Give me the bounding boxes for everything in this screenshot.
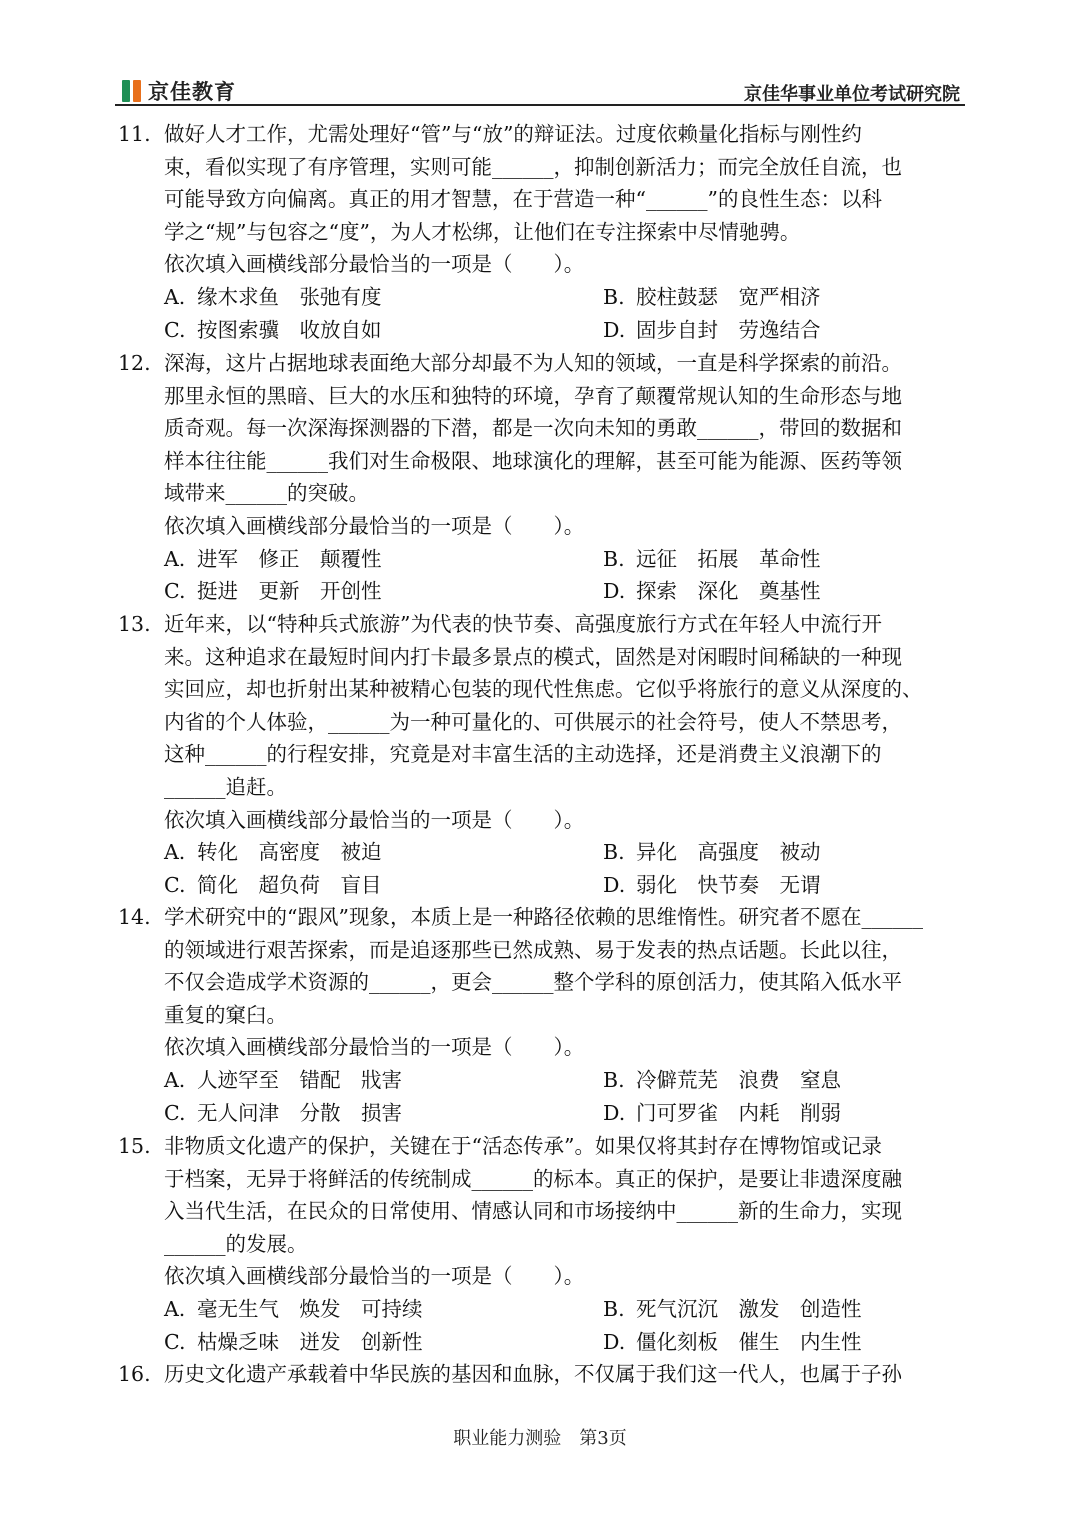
- question-text: 可能导致方向偏离。真正的用才智慧，在于营造一种“______”的良性生态：以科: [164, 187, 882, 212]
- option-text: 人迹罕至 错配 戕害: [197, 1068, 402, 1092]
- option-letter: B.: [603, 840, 625, 865]
- question-text: 不仅会造成学术资源的______，更会______整个学科的原创活力，使其陷入低水平: [164, 970, 902, 995]
- question-14: [118, 901, 968, 1125]
- option-a: [164, 1293, 423, 1326]
- option-d: [603, 1097, 841, 1130]
- question-text: 深海，这片占据地球表面绝大部分却最不为人知的领域，一直是科学探索的前沿。: [164, 351, 902, 375]
- question-text: 做好人才工作，尤需处理好“管”与“放”的辩证法。过度依赖量化指标与刚性约: [164, 122, 862, 146]
- option-letter: C.: [164, 579, 186, 604]
- question-text-line: [118, 934, 968, 967]
- question-prompt: 依次填入画横线部分最恰当的一项是（ ）。: [164, 807, 585, 832]
- option-text: 转化 高密度 被迫: [197, 840, 382, 865]
- question-text-line: [118, 966, 968, 999]
- option-text: 僵化刻板 催生 内生性: [636, 1329, 862, 1354]
- question-text-line: [118, 1130, 968, 1163]
- option-letter: C.: [164, 872, 186, 897]
- option-letter: C.: [164, 1329, 186, 1354]
- option-text: 缘木求鱼 张弛有度: [197, 285, 382, 309]
- question-15: [118, 1130, 968, 1354]
- option-text: 门可罗雀 内耗 削弱: [636, 1100, 841, 1125]
- question-text-line: [118, 1195, 968, 1228]
- question-text: 入当代生活，在民众的日常使用、情感认同和市场接纳中______新的生命力，实现: [164, 1199, 902, 1224]
- option-text: 远征 拓展 革命性: [636, 546, 821, 571]
- option-text: 探索 深化 奠基性: [636, 579, 821, 604]
- option-b: [603, 543, 821, 576]
- option-letter: A.: [164, 285, 186, 309]
- option-letter: D.: [603, 1100, 626, 1125]
- question-text: 这种______的行程安排，究竟是对丰富生活的主动选择，还是消费主义浪潮下的: [164, 742, 882, 767]
- question-text-line: [118, 1228, 968, 1261]
- question-prompt: 依次填入画横线部分最恰当的一项是（ ）。: [164, 1035, 585, 1060]
- option-letter: A.: [164, 840, 186, 865]
- option-text: 挺进 更新 开创性: [197, 579, 382, 604]
- option-letter: A.: [164, 1297, 186, 1321]
- question-text: 学之“规”与包容之“度”，为人才松绑，让他们在专注探索中尽情驰骋。: [164, 219, 801, 244]
- question-13: [118, 608, 968, 897]
- question-text-line: [118, 477, 968, 510]
- question-number: 15.: [118, 1134, 151, 1158]
- option-letter: A.: [164, 546, 186, 571]
- option-a: [164, 836, 382, 869]
- question-11: [118, 118, 968, 342]
- option-letter: D.: [603, 872, 626, 897]
- header-org-name: 京佳华事业单位考试研究院: [744, 84, 960, 105]
- question-text: ______追赶。: [164, 774, 287, 799]
- option-text: 弱化 快节奏 无谓: [636, 872, 821, 897]
- option-b: [603, 1293, 862, 1326]
- question-text: 域带来______的突破。: [164, 481, 369, 506]
- question-text-line: [118, 380, 968, 413]
- option-a: [164, 281, 382, 314]
- question-text-line: [118, 1358, 968, 1391]
- option-text: 胶柱鼓瑟 宽严相济: [636, 285, 821, 309]
- question-text-line: [118, 412, 968, 445]
- option-d: [603, 1326, 862, 1359]
- question-text-line: [118, 771, 968, 804]
- question-text-line: [118, 347, 968, 380]
- question-text: 学术研究中的“跟风”现象，本质上是一种路径依赖的思维惰性。研究者不愿在______: [164, 905, 923, 929]
- question-text: 样本往往能______我们对生命极限、地球演化的理解，甚至可能为能源、医药等领: [164, 448, 902, 473]
- option-d: [603, 869, 821, 902]
- option-text: 毫无生气 焕发 可持续: [197, 1297, 423, 1321]
- option-letter: D.: [603, 1329, 626, 1354]
- question-number: 11.: [118, 122, 151, 146]
- question-text: 实回应，却也折射出某种被精心包装的现代性焦虑。它似乎将旅行的意义从深度的、: [164, 677, 923, 702]
- option-text: 简化 超负荷 盲目: [197, 872, 382, 897]
- option-letter: D.: [603, 579, 626, 604]
- question-prompt: 依次填入画横线部分最恰当的一项是（ ）。: [164, 252, 585, 277]
- option-text: 进军 修正 颠覆性: [197, 546, 382, 571]
- question-text-line: [118, 673, 968, 706]
- option-letter: B.: [603, 285, 625, 309]
- option-text: 死气沉沉 激发 创造性: [636, 1297, 862, 1321]
- option-a: [164, 543, 382, 576]
- question-text: 的领域进行艰苦探索，而是追逐那些已然成熟、易于发表的热点话题。长此以往，: [164, 937, 902, 962]
- option-c: [164, 1097, 402, 1130]
- option-c: [164, 1326, 423, 1359]
- question-text: 束，看似实现了有序管理，实则可能______，抑制创新活力；而完全放任自流，也: [164, 154, 902, 179]
- option-text: 冷僻荒芜 浪费 窒息: [636, 1068, 841, 1092]
- question-number: 13.: [118, 612, 151, 636]
- question-text-line: [118, 216, 968, 249]
- option-letter: C.: [164, 1100, 186, 1125]
- question-text-line: [118, 706, 968, 739]
- option-letter: B.: [603, 1068, 625, 1092]
- jingjia-logo: [122, 78, 236, 104]
- question-text: 历史文化遗产承载着中华民族的基因和血脉，不仅属于我们这一代人，也属于子孙: [164, 1362, 902, 1386]
- question-text: 于档案，无异于将鲜活的传统制成______的标本。真正的保护，是要让非遗深度融: [164, 1166, 902, 1191]
- question-prompt: 依次填入画横线部分最恰当的一项是（ ）。: [164, 1264, 585, 1289]
- question-text-line: [118, 1163, 968, 1196]
- option-letter: B.: [603, 1297, 625, 1321]
- option-text: 按图索骥 收放自如: [197, 317, 382, 342]
- page-footer: 职业能力测验 第3页: [453, 1428, 627, 1449]
- option-c: [164, 575, 382, 608]
- question-text-line: [118, 151, 968, 184]
- logo-mark-orange-icon: [133, 80, 141, 102]
- question-text: 重复的窠臼。: [164, 1002, 287, 1027]
- option-d: [603, 314, 821, 347]
- option-a: [164, 1064, 402, 1097]
- question-text: 质奇观。每一次深海探测器的下潜，都是一次向未知的勇敢______，带回的数据和: [164, 416, 902, 441]
- question-prompt: 依次填入画横线部分最恰当的一项是（ ）。: [164, 514, 585, 538]
- question-text: 近年来，以“特种兵式旅游”为代表的快节奏、高强度旅行方式在年轻人中流行开: [164, 612, 882, 636]
- question-text: 非物质文化遗产的保护，关键在于“活态传承”。如果仅将其封存在博物馆或记录: [164, 1134, 882, 1158]
- option-b: [603, 281, 821, 314]
- question-text-line: [118, 999, 968, 1032]
- option-c: [164, 314, 382, 347]
- logo-text: 京佳教育: [148, 80, 236, 104]
- option-text: 无人问津 分散 损害: [197, 1100, 402, 1125]
- question-16: [118, 1358, 968, 1391]
- question-text: 内省的个人体验，______为一种可量化的、可供展示的社会符号，使人不禁思考，: [164, 709, 902, 734]
- header-divider: [115, 104, 965, 106]
- question-text-line: [118, 118, 968, 151]
- question-text: ______的发展。: [164, 1231, 308, 1256]
- option-c: [164, 869, 382, 902]
- question-number: 12.: [118, 351, 151, 375]
- question-12: [118, 347, 968, 604]
- question-text: 那里永恒的黑暗、巨大的水压和独特的环境，孕育了颠覆常规认知的生命形态与地: [164, 383, 902, 408]
- question-number: 14.: [118, 905, 151, 929]
- question-text: 来。这种追求在最短时间内打卡最多景点的模式，固然是对闲暇时间稀缺的一种现: [164, 644, 902, 669]
- option-text: 异化 高强度 被动: [636, 840, 821, 865]
- question-text-line: [118, 738, 968, 771]
- logo-mark-green-icon: [122, 80, 130, 102]
- option-letter: B.: [603, 546, 625, 571]
- question-text-line: [118, 608, 968, 641]
- option-letter: C.: [164, 317, 186, 342]
- option-b: [603, 1064, 841, 1097]
- option-text: 固步自封 劳逸结合: [636, 317, 821, 342]
- option-text: 枯燥乏味 迸发 创新性: [197, 1329, 423, 1354]
- option-d: [603, 575, 821, 608]
- option-letter: A.: [164, 1068, 186, 1092]
- question-text-line: [118, 901, 968, 934]
- question-number: 16.: [118, 1362, 151, 1386]
- option-letter: D.: [603, 317, 626, 342]
- question-text-line: [118, 445, 968, 478]
- option-b: [603, 836, 821, 869]
- question-text-line: [118, 641, 968, 674]
- question-text-line: [118, 183, 968, 216]
